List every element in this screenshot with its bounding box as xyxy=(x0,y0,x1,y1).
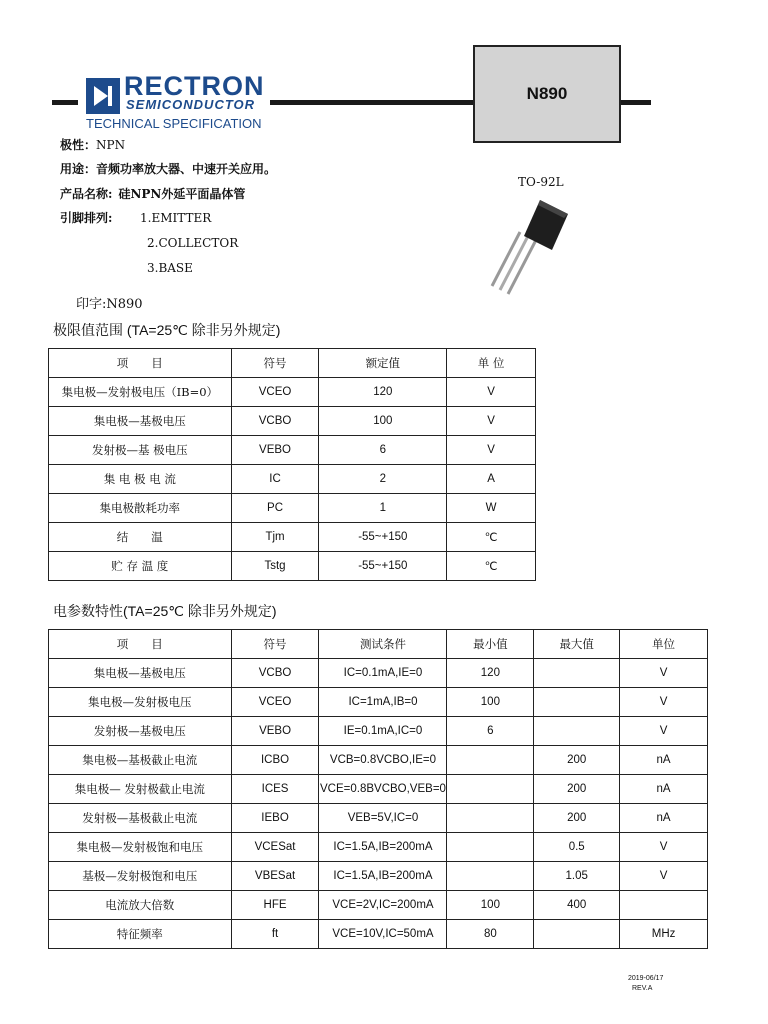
footer-date: 2019-06/17 xyxy=(628,975,664,982)
header-cell: 单 位 xyxy=(447,349,536,378)
table-cell: VCESat xyxy=(231,833,319,862)
table-row xyxy=(49,407,536,436)
transistor-package-icon xyxy=(480,192,580,298)
table-cell: VCEO xyxy=(231,378,319,407)
table-cell xyxy=(620,891,708,920)
table-cell: 6 xyxy=(319,436,447,465)
document-type: TECHNICAL SPECIFICATION xyxy=(86,116,262,131)
header-cell: 符号 xyxy=(231,349,319,378)
elec-table xyxy=(48,629,708,949)
table-cell: 集电极—基极截止电流 xyxy=(49,746,232,775)
table-cell xyxy=(534,717,620,746)
table-row xyxy=(49,436,536,465)
table-cell xyxy=(447,833,534,862)
part-number-box: N890 xyxy=(473,45,621,143)
table-cell: VCBO xyxy=(231,407,319,436)
table-cell: ICBO xyxy=(231,746,319,775)
table-cell: VEB=5V,IC=0 xyxy=(319,804,447,833)
table-row xyxy=(49,862,708,891)
table-row xyxy=(49,804,708,833)
table-cell: 6 xyxy=(447,717,534,746)
table-cell: V xyxy=(447,407,536,436)
usage-line: 用途：音频功率放大器、中速开关应用。 xyxy=(60,162,277,176)
abs-max-title: 极限值范围 (TA=25℃ 除非另外规定) xyxy=(53,322,281,338)
header-cell: 最大值 xyxy=(534,630,620,659)
table-cell: -55~+150 xyxy=(319,552,447,581)
header-cell: 单位 xyxy=(620,630,708,659)
pin-2: 2.COLLECTOR xyxy=(147,236,239,250)
header-cell: 项 目 xyxy=(49,630,232,659)
table-cell: 80 xyxy=(447,920,534,949)
table-cell: V xyxy=(620,862,708,891)
table-row xyxy=(49,378,536,407)
table-cell: A xyxy=(447,465,536,494)
table-cell: 400 xyxy=(534,891,620,920)
table-cell: 200 xyxy=(534,775,620,804)
table-row xyxy=(49,717,708,746)
table-row xyxy=(49,775,708,804)
table-cell: ℃ xyxy=(447,552,536,581)
table-cell: VCBO xyxy=(231,659,319,688)
table-cell: PC xyxy=(231,494,319,523)
header-rule-right xyxy=(621,100,651,105)
polarity-line: 极性：NPN xyxy=(60,138,126,152)
table-cell: 集电极—基极电压 xyxy=(49,407,232,436)
rectron-logo-icon xyxy=(86,78,120,114)
table-row xyxy=(49,659,708,688)
table-cell: 0.5 xyxy=(534,833,620,862)
table-cell: 集电极— 发射极截止电流 xyxy=(49,775,232,804)
table-cell: VCE=10V,IC=50mA xyxy=(319,920,447,949)
table-cell: IC=1.5A,IB=200mA xyxy=(319,833,447,862)
table-cell xyxy=(534,688,620,717)
table-row xyxy=(49,833,708,862)
table-cell: 200 xyxy=(534,746,620,775)
table-cell: 120 xyxy=(319,378,447,407)
table-row xyxy=(49,552,536,581)
table-cell: 集电极—发射极电压 xyxy=(49,688,232,717)
header-cell: 项 目 xyxy=(49,349,232,378)
table-cell: IC xyxy=(231,465,319,494)
table-cell xyxy=(534,659,620,688)
table-cell: -55~+150 xyxy=(319,523,447,552)
table-cell: IEBO xyxy=(231,804,319,833)
table-cell: W xyxy=(447,494,536,523)
table-row xyxy=(49,746,708,775)
marking-line: 印字:N890 xyxy=(76,297,143,312)
table-cell: nA xyxy=(620,775,708,804)
table-cell xyxy=(447,862,534,891)
table-cell: IC=1mA,IB=0 xyxy=(319,688,447,717)
table-cell: 集电极—发射极饱和电压 xyxy=(49,833,232,862)
table-cell: VEBO xyxy=(231,436,319,465)
pin-3: 3.BASE xyxy=(147,261,193,275)
table-cell: IC=0.1mA,IE=0 xyxy=(319,659,447,688)
table-cell: VBESat xyxy=(231,862,319,891)
table-cell: 集电极散耗功率 xyxy=(49,494,232,523)
header-rule-left xyxy=(52,100,78,105)
table-cell: 集 电 极 电 流 xyxy=(49,465,232,494)
header-rule-mid xyxy=(270,100,473,105)
brand-name: RECTRON xyxy=(124,71,265,101)
table-cell xyxy=(447,804,534,833)
table-cell: ℃ xyxy=(447,523,536,552)
table-cell: V xyxy=(620,659,708,688)
table-cell: 基极—发射极饱和电压 xyxy=(49,862,232,891)
table-row xyxy=(49,891,708,920)
header-cell: 符号 xyxy=(231,630,319,659)
table-cell xyxy=(534,920,620,949)
table-cell: MHz xyxy=(620,920,708,949)
header-cell: 测试条件 xyxy=(319,630,447,659)
table-cell: nA xyxy=(620,804,708,833)
table-cell: HFE xyxy=(231,891,319,920)
table-cell: IC=1.5A,IB=200mA xyxy=(319,862,447,891)
table-row xyxy=(49,494,536,523)
table-cell: 120 xyxy=(447,659,534,688)
pin-1: 1.EMITTER xyxy=(140,211,212,225)
table-cell: 发射极—基极电压 xyxy=(49,717,232,746)
table-cell: nA xyxy=(620,746,708,775)
table-cell: Tjm xyxy=(231,523,319,552)
table-row xyxy=(49,465,536,494)
table-cell: 电流放大倍数 xyxy=(49,891,232,920)
product-name-line: 产品名称: 硅NPN外延平面晶体管 xyxy=(60,187,246,201)
table-cell: Tstg xyxy=(231,552,319,581)
table-cell: 集电极—发射极电压（IB=0） xyxy=(49,378,232,407)
table-cell: IE=0.1mA,IC=0 xyxy=(319,717,447,746)
footer-revision: REV.A xyxy=(632,985,653,992)
elec-header-row xyxy=(49,630,708,659)
header-cell: 最小值 xyxy=(447,630,534,659)
table-cell: 1.05 xyxy=(534,862,620,891)
table-cell: 贮 存 温 度 xyxy=(49,552,232,581)
brand-subtitle: SEMICONDUCTOR xyxy=(126,97,256,112)
table-cell: VCB=0.8VCBO,IE=0 xyxy=(319,746,447,775)
abs-max-header-row xyxy=(49,349,536,378)
table-row xyxy=(49,920,708,949)
table-row xyxy=(49,688,708,717)
table-cell: 1 xyxy=(319,494,447,523)
table-cell: 结 温 xyxy=(49,523,232,552)
table-cell: ICES xyxy=(231,775,319,804)
table-cell xyxy=(447,775,534,804)
table-cell xyxy=(447,746,534,775)
table-cell: VEBO xyxy=(231,717,319,746)
table-cell: V xyxy=(620,833,708,862)
table-cell: 发射极—基 极电压 xyxy=(49,436,232,465)
table-cell: V xyxy=(447,436,536,465)
table-cell: VCE=0.8BVCBO,VEB=0 xyxy=(319,775,447,804)
table-cell: ft xyxy=(231,920,319,949)
elec-title: 电参数特性(TA=25℃ 除非另外规定) xyxy=(53,603,277,619)
table-cell: 发射极—基极截止电流 xyxy=(49,804,232,833)
table-row xyxy=(49,523,536,552)
table-cell: 200 xyxy=(534,804,620,833)
header-cell: 额定值 xyxy=(319,349,447,378)
table-cell: V xyxy=(447,378,536,407)
pin-label: 引脚排列: xyxy=(60,211,113,225)
table-cell: 100 xyxy=(447,891,534,920)
table-cell: 100 xyxy=(319,407,447,436)
package-label: TO-92L xyxy=(518,175,564,189)
table-cell: 100 xyxy=(447,688,534,717)
table-cell: VCE=2V,IC=200mA xyxy=(319,891,447,920)
table-cell: 2 xyxy=(319,465,447,494)
table-cell: VCEO xyxy=(231,688,319,717)
table-cell: 集电极—基极电压 xyxy=(49,659,232,688)
table-cell: V xyxy=(620,717,708,746)
table-cell: V xyxy=(620,688,708,717)
abs-max-table xyxy=(48,348,536,581)
table-cell: 特征频率 xyxy=(49,920,232,949)
